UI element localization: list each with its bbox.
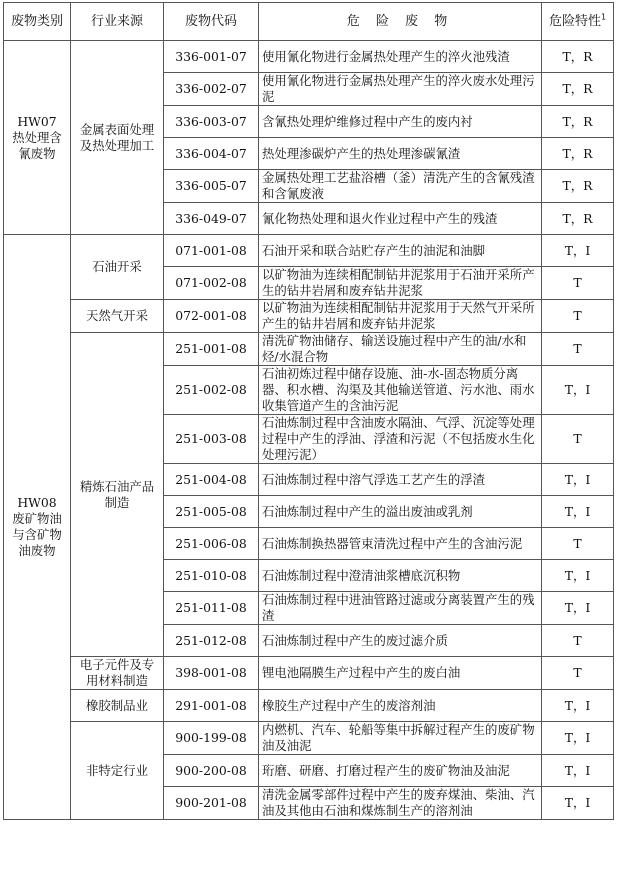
header-hazard bbox=[259, 3, 542, 41]
hazard-description-cell: 以矿物油为连续相配制钻井泥浆用于石油开采所产生的钻井岩屑和废弃钻井泥浆 bbox=[259, 267, 542, 300]
hazard-description-cell: 石油炼制过程中产生的溢出废油或乳剂 bbox=[259, 496, 542, 528]
waste-code-cell: 291-001-08 bbox=[164, 690, 259, 722]
industry-source-cell: 精炼石油产品 制造 bbox=[71, 333, 164, 657]
waste-code-cell: 336-002-07 bbox=[164, 73, 259, 106]
hazard-property-cell: T，I bbox=[542, 560, 614, 592]
hazard-property-cell: T bbox=[542, 333, 614, 366]
industry-source-cell: 金属表面处理 及热处理加工 bbox=[71, 41, 164, 235]
hazard-description-cell: 石油开采和联合站贮存产生的油泥和油脚 bbox=[259, 235, 542, 267]
hazard-description-cell: 热处理渗碳炉产生的热处理渗碳氰渣 bbox=[259, 138, 542, 170]
table-header-row bbox=[4, 3, 614, 41]
waste-code-cell: 336-003-07 bbox=[164, 106, 259, 138]
hazard-property-cell: T，I bbox=[542, 235, 614, 267]
waste-code-cell: 251-001-08 bbox=[164, 333, 259, 366]
hazard-description-cell: 石油初炼过程中储存设施、油-水-固态物质分离器、积水槽、沟渠及其他输送管道、污水池、雨水收集管道产生的含油污泥 bbox=[259, 366, 542, 415]
hazard-property-cell: T，I bbox=[542, 366, 614, 415]
hazard-description-cell: 使用氰化物进行金属热处理产生的淬火废水处理污泥 bbox=[259, 73, 542, 106]
hazard-description-cell: 石油炼制过程中含油废水隔油、气浮、沉淀等处理过程中产生的浮油、浮渣和污泥（不包括废水生化处理污泥） bbox=[259, 415, 542, 464]
hazard-property-cell: T，I bbox=[542, 722, 614, 755]
header-category: 废物类别 bbox=[4, 3, 71, 41]
hazard-property-cell: T，R bbox=[542, 203, 614, 235]
waste-code-cell: 251-012-08 bbox=[164, 625, 259, 657]
table-row bbox=[4, 300, 614, 333]
table-row bbox=[4, 722, 614, 755]
waste-category-cell: HW08 废矿物油 与含矿物 油废物 bbox=[4, 235, 71, 820]
header-property-label: 危险特性 bbox=[548, 13, 601, 29]
hazard-description-cell: 氰化物热处理和退火作业过程中产生的残渣 bbox=[259, 203, 542, 235]
hazard-property-cell: T，I bbox=[542, 496, 614, 528]
hazard-property-cell: T bbox=[542, 267, 614, 300]
hazard-property-cell: T，R bbox=[542, 41, 614, 73]
hazard-property-cell: T，I bbox=[542, 690, 614, 722]
hazard-description-cell: 珩磨、研磨、打磨过程产生的废矿物油及油泥 bbox=[259, 755, 542, 787]
waste-code-cell: 900-200-08 bbox=[164, 755, 259, 787]
hazard-property-cell: T bbox=[542, 657, 614, 690]
table-row bbox=[4, 41, 614, 73]
hazard-description-cell: 石油炼制过程中溶气浮选工艺产生的浮渣 bbox=[259, 464, 542, 496]
industry-source-cell: 橡胶制品业 bbox=[71, 690, 164, 722]
waste-code-cell: 071-002-08 bbox=[164, 267, 259, 300]
hazard-property-cell: T bbox=[542, 528, 614, 560]
waste-code-cell: 336-049-07 bbox=[164, 203, 259, 235]
hazard-property-cell: T，R bbox=[542, 138, 614, 170]
table-row bbox=[4, 657, 614, 690]
hazard-property-cell: T，R bbox=[542, 170, 614, 203]
hazard-description-cell: 使用氰化物进行金属热处理产生的淬火池残渣 bbox=[259, 41, 542, 73]
waste-code-cell: 251-006-08 bbox=[164, 528, 259, 560]
hazard-description-cell: 清洗金属零部件过程中产生的废弃煤油、柴油、汽油及其他由石油和煤炼制生产的溶剂油 bbox=[259, 787, 542, 820]
hazard-property-cell: T bbox=[542, 625, 614, 657]
table-body bbox=[4, 41, 614, 820]
industry-source-cell: 石油开采 bbox=[71, 235, 164, 300]
hazard-description-cell: 石油炼制过程中产生的废过滤介质 bbox=[259, 625, 542, 657]
hazardous-waste-table bbox=[3, 2, 614, 820]
hazard-description-cell: 橡胶生产过程中产生的废溶剂油 bbox=[259, 690, 542, 722]
waste-code-cell: 336-005-07 bbox=[164, 170, 259, 203]
industry-source-cell: 电子元件及专 用材料制造 bbox=[71, 657, 164, 690]
waste-code-cell: 336-001-07 bbox=[164, 41, 259, 73]
hazard-property-cell: T，I bbox=[542, 755, 614, 787]
waste-code-cell: 336-004-07 bbox=[164, 138, 259, 170]
header-industry: 行业来源 bbox=[71, 3, 164, 41]
hazard-description-cell: 石油炼制换热器管束清洗过程中产生的含油污泥 bbox=[259, 528, 542, 560]
hazard-property-cell: T，I bbox=[542, 464, 614, 496]
waste-category-cell: HW07 热处理含 氰废物 bbox=[4, 41, 71, 235]
table-row bbox=[4, 690, 614, 722]
hazard-description-cell: 石油炼制过程中澄清油浆槽底沉积物 bbox=[259, 560, 542, 592]
hazard-description-cell: 锂电池隔膜生产过程中产生的废白油 bbox=[259, 657, 542, 690]
hazard-description-cell: 内燃机、汽车、轮船等集中拆解过程产生的废矿物油及油泥 bbox=[259, 722, 542, 755]
waste-code-cell: 398-001-08 bbox=[164, 657, 259, 690]
header-hazard-label: 危 险 废 物 bbox=[346, 13, 454, 29]
hazard-property-cell: T，R bbox=[542, 73, 614, 106]
hazard-property-cell: T，I bbox=[542, 592, 614, 625]
hazard-property-cell: T bbox=[542, 300, 614, 333]
waste-code-cell: 251-010-08 bbox=[164, 560, 259, 592]
waste-code-cell: 251-003-08 bbox=[164, 415, 259, 464]
hazard-description-cell: 石油炼制过程中进油管路过滤或分离装置产生的残渣 bbox=[259, 592, 542, 625]
hazard-property-cell: T bbox=[542, 415, 614, 464]
hazard-property-cell: T，R bbox=[542, 106, 614, 138]
header-code: 废物代码 bbox=[164, 3, 259, 41]
header-property-footnote: 1 bbox=[600, 12, 607, 22]
industry-source-cell: 非特定行业 bbox=[71, 722, 164, 820]
waste-code-cell: 251-005-08 bbox=[164, 496, 259, 528]
hazard-description-cell: 清洗矿物油储存、输送设施过程中产生的油/水和烃/水混合物 bbox=[259, 333, 542, 366]
waste-code-cell: 071-001-08 bbox=[164, 235, 259, 267]
table-row bbox=[4, 333, 614, 366]
hazard-description-cell: 含氰热处理炉维修过程中产生的废内衬 bbox=[259, 106, 542, 138]
waste-code-cell: 251-004-08 bbox=[164, 464, 259, 496]
industry-source-cell: 天然气开采 bbox=[71, 300, 164, 333]
waste-code-cell: 251-002-08 bbox=[164, 366, 259, 415]
table-row bbox=[4, 235, 614, 267]
hazard-property-cell: T，I bbox=[542, 787, 614, 820]
waste-code-cell: 900-199-08 bbox=[164, 722, 259, 755]
waste-code-cell: 251-011-08 bbox=[164, 592, 259, 625]
waste-code-cell: 072-001-08 bbox=[164, 300, 259, 333]
header-property bbox=[542, 3, 614, 41]
hazard-description-cell: 金属热处理工艺盐浴槽（釜）清洗产生的含氰残渣和含氰废液 bbox=[259, 170, 542, 203]
waste-code-cell: 900-201-08 bbox=[164, 787, 259, 820]
hazard-description-cell: 以矿物油为连续相配制钻井泥浆用于天然气开采所产生的钻井岩屑和废弃钻井泥浆 bbox=[259, 300, 542, 333]
